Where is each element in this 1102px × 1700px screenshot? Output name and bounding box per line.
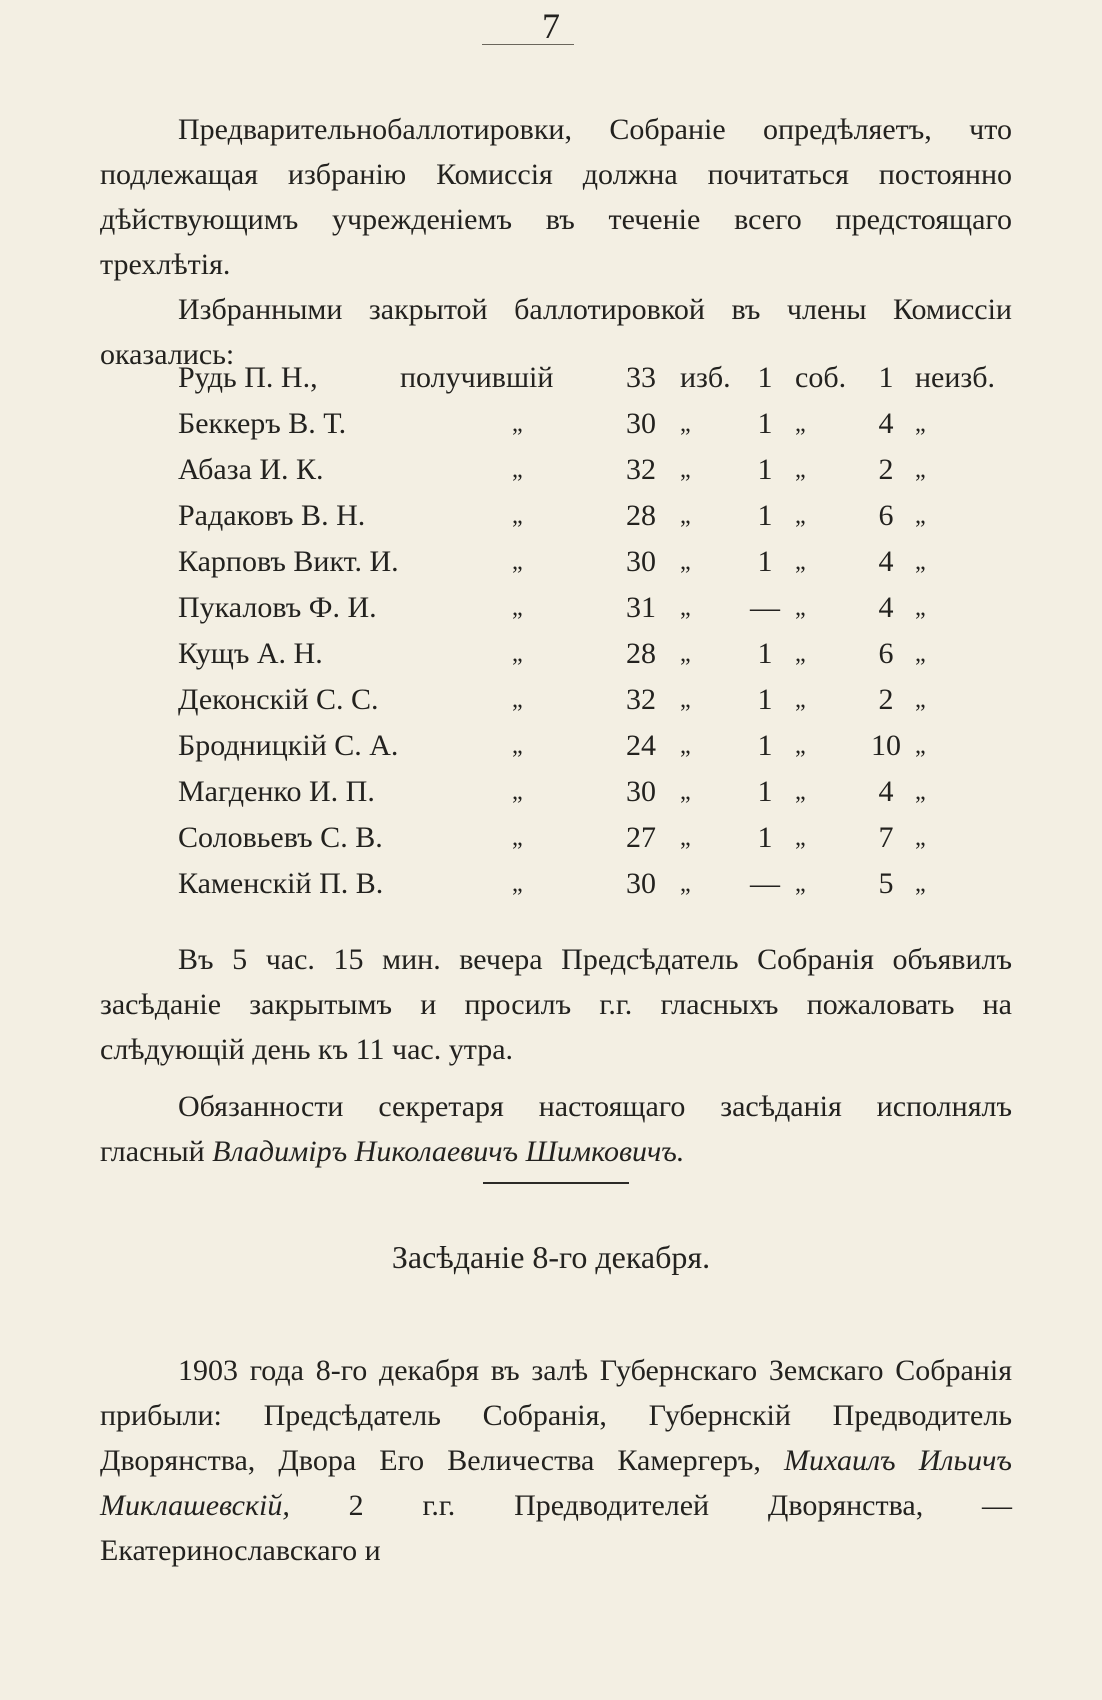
ditto-mark: „ [795, 733, 806, 759]
ditto-mark: „ [915, 457, 926, 483]
ditto-mark: „ [680, 871, 691, 897]
member-name: Пукаловъ Ф. И. [178, 591, 377, 624]
ditto-mark: „ [512, 411, 523, 437]
ballot-row [0, 861, 1102, 907]
votes-for: 31 [626, 591, 656, 624]
votes-for: 32 [626, 453, 656, 486]
ditto-mark: „ [512, 779, 523, 805]
ditto-mark: „ [680, 503, 691, 529]
votes-against: 6 [878, 637, 894, 670]
ditto-mark: „ [512, 595, 523, 621]
votes-against: 4 [878, 407, 894, 440]
votes-own-unit: соб. [795, 361, 847, 394]
paragraph-secretary [100, 1084, 1012, 1174]
member-name: Рудь П. Н., [178, 361, 318, 394]
ditto-mark: „ [680, 411, 691, 437]
ballot-row [0, 585, 1102, 631]
votes-own: — [750, 867, 780, 900]
votes-for: 30 [626, 545, 656, 578]
ditto-mark: „ [512, 503, 523, 529]
paragraph-attendance [100, 1348, 1012, 1573]
votes-against-unit: неизб. [915, 361, 996, 394]
page-number: 7 [542, 6, 560, 46]
ditto-mark: „ [915, 733, 926, 759]
ballot-row [0, 723, 1102, 769]
votes-against: 6 [878, 499, 894, 532]
votes-own: 1 [757, 775, 773, 808]
votes-against: 1 [878, 361, 894, 394]
votes-own: 1 [757, 637, 773, 670]
votes-own: 1 [757, 729, 773, 762]
votes-own: 1 [757, 407, 773, 440]
paragraph-commission-decision: Предварительнобаллотировки, Собраніе опредѣляетъ, что подлежащая избранію Комиссія должна почитаться постоянно дѣйствующимъ учрежденіемъ въ теченіе всего предстоящаго трехлѣтія. [100, 113, 1012, 281]
ballot-row [0, 493, 1102, 539]
ditto-mark: „ [512, 825, 523, 851]
votes-against: 2 [878, 683, 894, 716]
member-name: Карповъ Викт. И. [178, 545, 399, 578]
ditto-mark: „ [680, 595, 691, 621]
votes-for: 30 [626, 775, 656, 808]
votes-against: 7 [878, 821, 894, 854]
ditto-mark: „ [680, 457, 691, 483]
ditto-mark: „ [795, 457, 806, 483]
votes-for: 30 [626, 867, 656, 900]
ditto-mark: „ [915, 825, 926, 851]
ditto-mark: „ [915, 549, 926, 575]
votes-against: 10 [871, 729, 901, 762]
ditto-mark: „ [915, 779, 926, 805]
votes-for: 30 [626, 407, 656, 440]
member-name: Абаза И. К. [178, 453, 324, 486]
ditto-mark: „ [680, 779, 691, 805]
votes-own: 1 [757, 499, 773, 532]
member-name: Деконскій С. С. [178, 683, 379, 716]
ditto-mark: „ [512, 457, 523, 483]
ditto-mark: „ [512, 687, 523, 713]
ditto-mark: „ [795, 825, 806, 851]
ditto-mark: „ [915, 411, 926, 437]
member-name: Беккеръ В. Т. [178, 407, 347, 440]
ditto-mark: „ [795, 595, 806, 621]
ditto-mark: „ [915, 595, 926, 621]
votes-for-unit: изб. [680, 361, 731, 394]
ballot-row [0, 769, 1102, 815]
section-divider [483, 1182, 629, 1184]
ditto-mark: „ [512, 871, 523, 897]
ditto-mark: „ [680, 549, 691, 575]
ballot-row [0, 539, 1102, 585]
ditto-mark: „ [795, 871, 806, 897]
votes-own: — [750, 591, 780, 624]
ditto-mark: „ [795, 549, 806, 575]
ditto-mark: „ [680, 825, 691, 851]
page-number-rule [482, 44, 574, 45]
ditto-mark: „ [512, 549, 523, 575]
secretary-text: Обязанности секретаря настоящаго засѣданія исполнялъ гласный [100, 1090, 1012, 1168]
paragraph-elected-intro: Избранными закрытой баллотировкой въ члены Комиссіи оказались: [100, 293, 1012, 371]
ditto-mark: „ [795, 687, 806, 713]
ditto-mark: „ [680, 687, 691, 713]
votes-for: 28 [626, 637, 656, 670]
section-heading: Засѣданіе 8-го декабря. [391, 1239, 711, 1275]
votes-for: 32 [626, 683, 656, 716]
ditto-mark: „ [795, 411, 806, 437]
attendance-text-start: 1903 года 8-го декабря въ залѣ Губернскаго Земскаго Собранія прибыли: Предсѣдатель Собранія, Губернскій Предводитель Дворянства, Двора Его Величества Камергеръ, [100, 1354, 1012, 1477]
ditto-mark: „ [680, 641, 691, 667]
votes-own: 1 [757, 821, 773, 854]
votes-for: 33 [626, 361, 656, 394]
votes-against: 5 [878, 867, 894, 900]
chairman-name: Михаилъ Ильичъ Миклашевскій, [100, 1444, 1013, 1522]
member-name: Радаковъ В. Н. [178, 499, 366, 532]
ditto-mark: „ [915, 641, 926, 667]
ballot-results-table [0, 355, 1102, 907]
ballot-row [0, 355, 1102, 401]
member-name: Соловьевъ С. В. [178, 821, 383, 854]
votes-own: 1 [757, 683, 773, 716]
secretary-name: Владимiръ Николаевичъ Шимковичъ. [212, 1135, 685, 1168]
votes-for: 24 [626, 729, 656, 762]
ditto-mark: „ [795, 503, 806, 529]
member-name: Магденко И. П. [178, 775, 375, 808]
votes-against: 2 [878, 453, 894, 486]
votes-against: 4 [878, 591, 894, 624]
member-name: Каменскій П. В. [178, 867, 384, 900]
ditto-mark: „ [512, 641, 523, 667]
ballot-row [0, 631, 1102, 677]
votes-against: 4 [878, 775, 894, 808]
ditto-mark: „ [795, 779, 806, 805]
ballot-row [0, 677, 1102, 723]
ballot-row [0, 401, 1102, 447]
votes-own: 1 [757, 361, 773, 394]
member-name: Бродницкій С. А. [178, 729, 399, 762]
ditto-mark: „ [915, 871, 926, 897]
votes-own: 1 [757, 453, 773, 486]
received-label: получившій [400, 361, 554, 394]
attendance-text-end: 2 г.г. Предводителей Дворянства, — Екатеринославскаго и [100, 1489, 1012, 1567]
ditto-mark: „ [795, 641, 806, 667]
ditto-mark: „ [915, 503, 926, 529]
member-name: Кущъ А. Н. [178, 637, 323, 670]
paragraph-session-closed: Въ 5 час. 15 мин. вечера Предсѣдатель Собранія объявилъ засѣданіе закрытымъ и просилъ г.г. гласныхъ пожаловать на слѣдующій день къ 11 час. утра. [100, 943, 1012, 1066]
votes-for: 28 [626, 499, 656, 532]
votes-against: 4 [878, 545, 894, 578]
ditto-mark: „ [512, 733, 523, 759]
ditto-mark: „ [680, 733, 691, 759]
votes-for: 27 [626, 821, 656, 854]
ballot-row [0, 815, 1102, 861]
ditto-mark: „ [915, 687, 926, 713]
ballot-row [0, 447, 1102, 493]
votes-own: 1 [757, 545, 773, 578]
